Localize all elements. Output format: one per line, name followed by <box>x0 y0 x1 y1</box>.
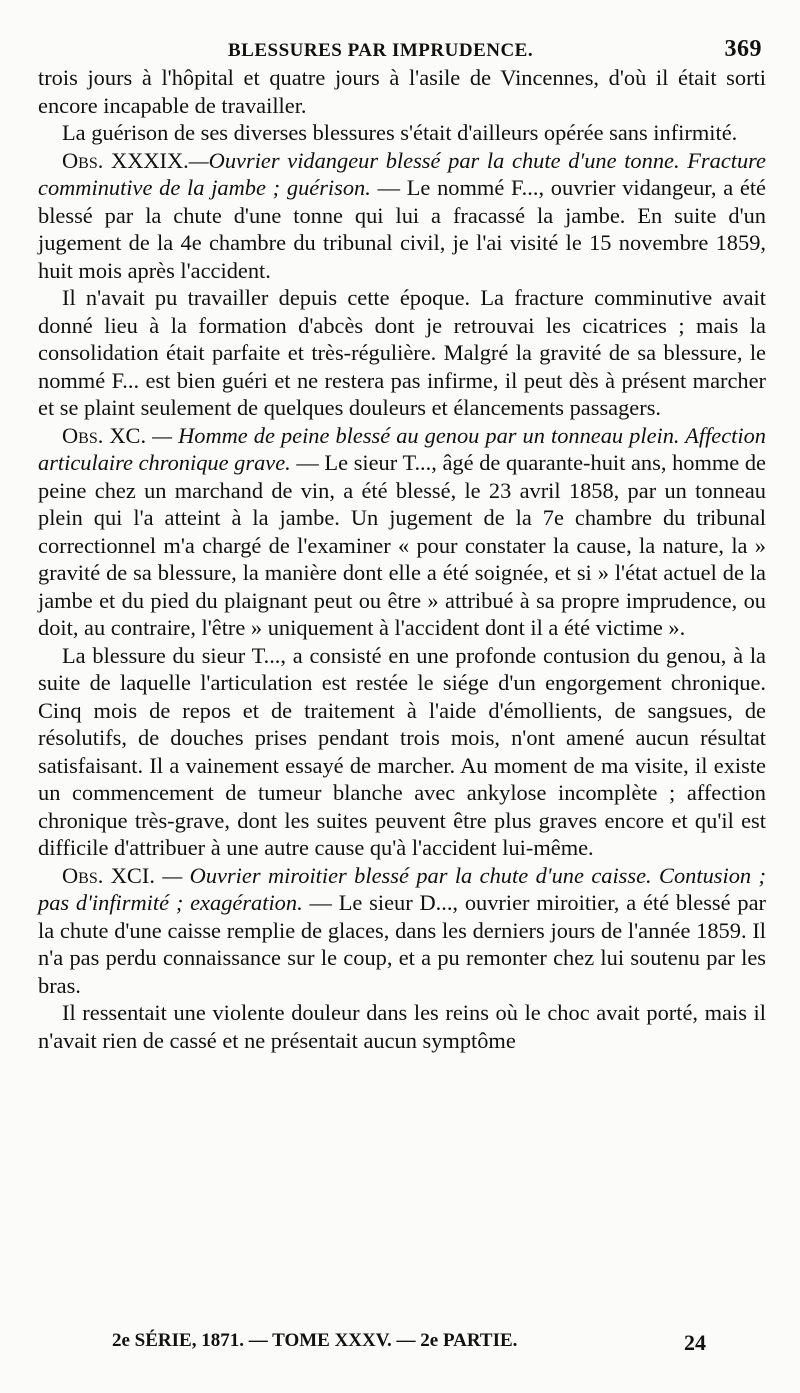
body-text <box>38 64 766 1054</box>
observation-text: — Le sieur D..., ouvrier miroitier, a été blessé par la chute d'une caisse remplie de glaces, dans les derniers jours de l'année 1859. Il n'a pas perdu connaissance sur le coup, et a pu remonter chez lui soutenu par les bras. <box>38 890 766 998</box>
observation-title: —Ouvrier vidangeur blessé par la chute d'une tonne. Fracture comminutive de la jambe ; guérison. <box>38 147 766 200</box>
observation-label: Obs. XCI. <box>62 862 155 888</box>
observation-text: — Le sieur T..., âgé de quarante-huit ans, homme de peine chez un marchand de vin, a été blessé, le 23 avril 1858, par un tonneau plein qui l'a atteint à la jambe. Un jugement de la 7e chambre du tribunal correctionnel m'a chargé de l'examiner « pour constater la cause, la nature, la » gravité de sa blessure, la manière dont elle a été soignée, et si » l'état actuel de la jambe et du pied du plaignant peut ou être » attribué à sa propre imprudence, ou doit, au contraire, l'être » uniquement à l'accident dont il a été victime ». <box>38 450 766 640</box>
paragraph: La guérison de ses diverses blessures s'était d'ailleurs opérée sans infirmité. <box>62 120 738 145</box>
page-number: 369 <box>724 36 762 62</box>
paragraph: Il ressentait une violente douleur dans les reins où le choc avait porté, mais il n'avait rien de cassé et ne présentait aucun symptôme <box>38 1000 766 1053</box>
observation-90 <box>38 422 766 642</box>
signature-mark: 24 <box>684 1330 706 1355</box>
paragraph: La blessure du sieur T..., a consisté en une profonde contusion du genou, à la suite de laquelle l'articulation est restée le siége d'un engorgement chronique. Cinq mois de repos et de traitement à l'aide d'émollients, de sangsues, de résolutifs, de douches prises pendant trois mois, n'ont amené aucun résultat satisfaisant. Il a vainement essayé de marcher. Au moment de ma visite, il existe un commencement de tumeur blanche avec ankylose incomplète ; affection chronique très-grave, dont les suites peuvent être plus graves encore et qu'il est difficile d'attribuer à une autre cause qu'à l'accident lui-même. <box>38 642 766 860</box>
running-head <box>38 34 766 64</box>
observation-91 <box>38 862 766 1000</box>
paragraph: Il n'avait pu travailler depuis cette époque. La fracture comminutive avait donné lieu à la formation d'abcès dont je retrouvai les cicatrices ; mais la consolidation était parfaite et très-régulière. Malgré la gravité de sa blessure, le nommé F... est bien guéri et ne restera pas infirme, il peut dès à présent marcher et se plaint seulement de quelques douleurs et élancements passagers. <box>38 285 766 420</box>
series-line: 2e SÉRIE, 1871. — TOME XXXV. — 2e PARTIE. <box>112 1330 518 1351</box>
observation-label: Obs. XC. <box>62 422 147 448</box>
observation-title: — Ouvrier miroitier blessé par la chute d'une caisse. Contusion ; pas d'infirmité ; exagération. <box>38 862 766 915</box>
observation-title: — Homme de peine blessé au genou par un tonneau plein. Affection articulaire chronique grave. <box>38 422 766 475</box>
running-title: BLESSURES PAR IMPRUDENCE. <box>228 40 534 61</box>
observation-text: — Le nommé F..., ouvrier vidangeur, a été blessé par la chute d'une tonne qui lui a fracassé la jambe. En suite d'un jugement de la 4e chambre du tribunal civil, je l'ai visité le 15 novembre 1859, huit mois après l'accident. <box>38 175 766 283</box>
paragraph-continuation: trois jours à l'hôpital et quatre jours à l'asile de Vincennes, d'où il était sorti encore incapable de travailler. <box>38 65 766 118</box>
observation-label: Obs. XXXIX. <box>62 147 189 173</box>
observation-39 <box>38 147 766 285</box>
